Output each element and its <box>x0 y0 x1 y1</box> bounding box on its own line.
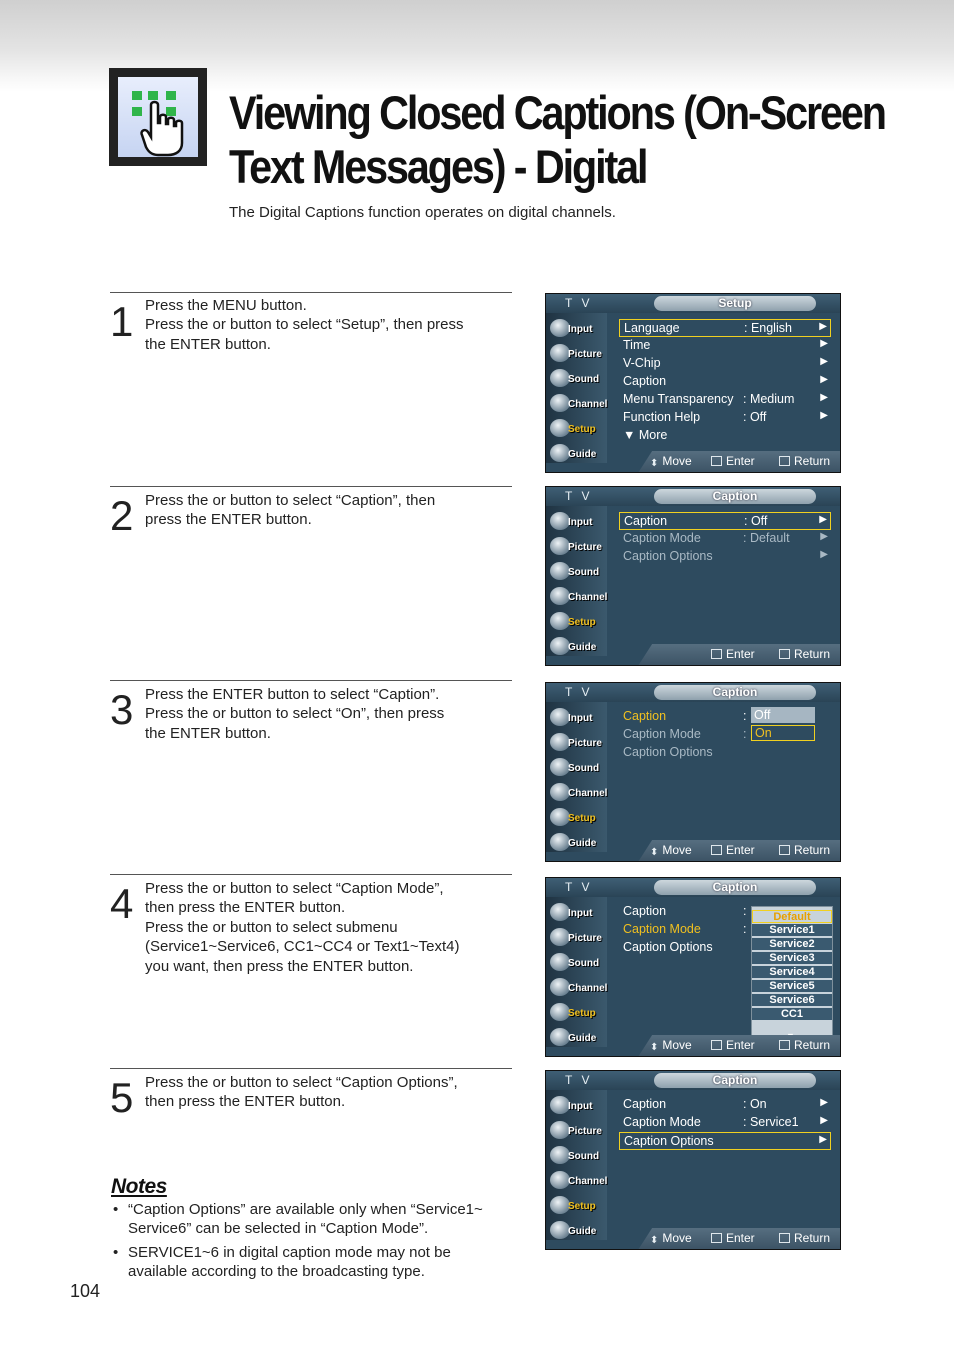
bullet: • <box>113 1201 119 1218</box>
step-line: you want, then press the ENTER button. <box>145 957 414 975</box>
sidebar-item-sound[interactable] <box>548 756 606 779</box>
guide-icon <box>550 1221 570 1239</box>
setup-icon <box>550 1003 570 1021</box>
enter-icon <box>711 456 722 466</box>
sidebar-item-label: Input <box>568 1101 593 1112</box>
menu-title: Caption <box>654 1073 816 1088</box>
footer-return <box>779 843 830 857</box>
channel-icon <box>550 1171 570 1189</box>
menu-item[interactable] <box>619 530 831 548</box>
guide-icon <box>550 637 570 655</box>
page-title-line-2: Text Messages) - Digital <box>229 140 647 193</box>
step-line: the ENTER button. <box>145 335 271 353</box>
footer-enter-label: Enter <box>726 1038 755 1052</box>
sidebar-item-guide[interactable] <box>548 1026 606 1049</box>
step-line: Press the or button to select “On”, then press <box>145 705 445 723</box>
menu-item[interactable] <box>619 337 831 355</box>
sidebar-item-setup[interactable] <box>548 1001 606 1024</box>
return-icon <box>779 456 790 466</box>
footer-return <box>779 1038 830 1052</box>
footer-enter <box>711 1038 755 1052</box>
step-text <box>145 296 515 354</box>
sound-icon <box>550 953 570 971</box>
sidebar-item-label: Guide <box>568 449 597 460</box>
note-line: available according to the broadcasting type. <box>128 1263 425 1281</box>
setup-icon <box>550 419 570 437</box>
step-divider <box>110 680 512 681</box>
footer-return-label: Return <box>794 1231 831 1245</box>
sidebar-item-label: Guide <box>568 1033 597 1044</box>
page-number: 104 <box>70 1281 101 1301</box>
menu-item-label: Caption Mode <box>623 727 701 741</box>
dropdown-option[interactable]: Service4 <box>752 966 832 979</box>
return-icon <box>779 845 790 855</box>
channel-icon <box>550 978 570 996</box>
menu-item[interactable] <box>619 427 831 445</box>
sidebar-item-label: Input <box>568 517 593 528</box>
tv-sidebar <box>546 1090 607 1240</box>
menu-item-label: Caption Mode <box>623 1115 701 1129</box>
sidebar-item-picture[interactable] <box>548 342 606 365</box>
sidebar-item-label: Picture <box>568 933 602 944</box>
footer-enter <box>711 843 755 857</box>
footer-move-label: Move <box>662 454 692 468</box>
step-text <box>145 685 515 743</box>
return-icon <box>779 1040 790 1050</box>
caption-mode-dropdown[interactable] <box>751 906 833 1042</box>
sidebar-item-setup[interactable] <box>548 806 606 829</box>
picture-icon <box>550 928 570 946</box>
sidebar-item-label: Channel <box>568 1176 608 1187</box>
sidebar-item-label: Setup <box>568 1008 596 1019</box>
sound-icon <box>550 1146 570 1164</box>
page-title-line-1: Viewing Closed Captions (On-Screen <box>229 86 885 139</box>
sidebar-item-label: Picture <box>568 738 602 749</box>
sidebar-item-label: Setup <box>568 1201 596 1212</box>
footer-move <box>650 843 692 858</box>
menu-item[interactable] <box>619 1096 831 1114</box>
sidebar-item-channel[interactable] <box>548 781 606 804</box>
guide-icon <box>550 444 570 462</box>
menu-item[interactable] <box>619 391 831 409</box>
sidebar-item-guide[interactable] <box>548 635 606 658</box>
tv-sidebar <box>546 897 607 1047</box>
dropdown-option[interactable]: Service2 <box>752 938 832 951</box>
menu-title: Caption <box>654 489 816 504</box>
input-icon <box>550 512 570 530</box>
sidebar-item-setup[interactable] <box>548 610 606 633</box>
menu-item[interactable] <box>619 548 831 566</box>
menu-item-label: V-Chip <box>623 356 661 370</box>
footer-enter <box>711 647 755 661</box>
sound-icon <box>550 562 570 580</box>
tv-screen <box>545 682 841 862</box>
menu-item[interactable] <box>619 512 831 530</box>
footer-return-label: Return <box>794 647 831 661</box>
sidebar-item-guide[interactable] <box>548 1219 606 1242</box>
step-text <box>145 879 515 976</box>
dropdown-option[interactable]: Service5 <box>752 980 832 993</box>
menu-item[interactable] <box>619 409 831 427</box>
footer-return <box>779 454 830 468</box>
page-subtitle: The Digital Captions function operates on digital channels. <box>229 204 616 221</box>
tv-header <box>546 487 840 506</box>
sidebar-item-sound[interactable] <box>548 951 606 974</box>
tv-header <box>546 683 840 702</box>
menu-item[interactable] <box>619 319 831 337</box>
menu-item-label: Caption <box>623 904 667 918</box>
dropdown-option[interactable]: Service3 <box>752 952 832 965</box>
arrow-right-icon: ▶ <box>820 531 828 542</box>
note-line: Service6” can be selected in “Caption Mode”. <box>128 1220 429 1238</box>
sidebar-item-label: Guide <box>568 838 597 849</box>
menu-item-label: Caption Options <box>623 549 713 563</box>
step-line: the ENTER button. <box>145 724 271 742</box>
return-icon <box>779 649 790 659</box>
sidebar-item-sound[interactable] <box>548 367 606 390</box>
menu-item-label: Caption <box>624 514 668 528</box>
menu-item[interactable] <box>619 1114 831 1132</box>
menu-item[interactable] <box>619 744 831 762</box>
step-divider <box>110 292 512 293</box>
footer-return-label: Return <box>794 454 831 468</box>
guide-icon <box>550 1028 570 1046</box>
arrow-right-icon: ▶ <box>820 549 828 560</box>
sidebar-item-picture[interactable] <box>548 731 606 754</box>
sound-icon <box>550 369 570 387</box>
footer-enter-label: Enter <box>726 843 755 857</box>
dropdown-option[interactable]: CC1 <box>752 1008 832 1021</box>
step-line: Press the or button to select “Caption Mode”, <box>145 880 444 897</box>
footer-return-label: Return <box>794 843 831 857</box>
arrow-right-icon: ▶ <box>819 321 827 332</box>
setup-icon <box>550 808 570 826</box>
arrow-right-icon: ▶ <box>820 356 828 367</box>
note-item <box>111 1200 521 1239</box>
step-line: Press the MENU button. <box>145 297 307 314</box>
step-number: 5 <box>110 1074 134 1121</box>
step-line: then press the ENTER button. <box>145 899 346 917</box>
tv-label: T V <box>565 685 593 699</box>
menu-item-label: Caption Options <box>623 745 713 759</box>
footer-move-label: Move <box>662 1231 692 1245</box>
arrow-right-icon: ▶ <box>819 514 827 525</box>
menu-item-label: Caption <box>623 1097 667 1111</box>
menu-title: Caption <box>654 685 816 700</box>
step-text <box>145 491 515 530</box>
step-divider <box>110 486 512 487</box>
step-line: Press the or button to select “Caption Options”, <box>145 1074 458 1091</box>
picture-icon <box>550 1121 570 1139</box>
sidebar-item-label: Setup <box>568 617 596 628</box>
notes-list <box>111 1200 521 1286</box>
tv-label: T V <box>565 296 593 310</box>
arrow-right-icon: ▶ <box>820 392 828 403</box>
input-icon <box>550 903 570 921</box>
dropdown-option[interactable]: Default <box>752 910 832 923</box>
menu-item-value: : Service1 <box>743 1115 799 1129</box>
tv-label: T V <box>565 1073 593 1087</box>
sidebar-item-label: Channel <box>568 592 608 603</box>
up-down-icon: ⬍ <box>650 1235 659 1246</box>
sidebar-item-label: Input <box>568 713 593 724</box>
menu-item-label: Function Help <box>623 410 701 424</box>
tv-header <box>546 294 840 313</box>
channel-icon <box>550 783 570 801</box>
step-line: Press the or button to select “Setup”, then press <box>145 316 464 334</box>
menu-item-label: Menu Transparency <box>623 392 734 406</box>
tv-label: T V <box>565 880 593 894</box>
sidebar-item-label: Picture <box>568 349 602 360</box>
footer-move <box>650 1038 692 1053</box>
menu-item-value: : Off <box>744 514 768 528</box>
sidebar-item-channel[interactable] <box>548 392 606 415</box>
footer-enter <box>711 1231 755 1245</box>
sound-icon <box>550 758 570 776</box>
footer-enter-label: Enter <box>726 647 755 661</box>
sidebar-item-sound[interactable] <box>548 560 606 583</box>
footer-return <box>779 1231 830 1245</box>
menu-item-value: : <box>743 709 747 723</box>
setup-icon <box>550 1196 570 1214</box>
sidebar-item-input[interactable] <box>548 317 606 340</box>
menu-item-label: Language <box>624 321 680 335</box>
picture-icon <box>550 733 570 751</box>
tv-sidebar <box>546 313 607 463</box>
input-icon <box>550 1096 570 1114</box>
option-on[interactable]: On <box>751 725 815 741</box>
page-title <box>229 86 885 194</box>
sidebar-item-label: Picture <box>568 542 602 553</box>
sidebar-item-guide[interactable] <box>548 442 606 465</box>
enter-icon <box>711 845 722 855</box>
sidebar-item-picture[interactable] <box>548 1119 606 1142</box>
step-divider <box>110 1068 512 1069</box>
step-text <box>145 1073 515 1112</box>
menu-item-label: Time <box>623 338 651 352</box>
return-icon <box>779 1233 790 1243</box>
arrow-right-icon: ▶ <box>819 1134 827 1145</box>
sidebar-item-label: Channel <box>568 983 608 994</box>
tv-screen <box>545 1070 841 1250</box>
sidebar-item-label: Guide <box>568 642 597 653</box>
arrow-right-icon: ▶ <box>820 374 828 385</box>
sidebar-item-label: Setup <box>568 424 596 435</box>
menu-item-label: Caption Options <box>624 1134 714 1148</box>
tv-screen <box>545 877 841 1057</box>
footer-move-label: Move <box>662 843 692 857</box>
note-line: SERVICE1~6 in digital caption mode may not be <box>128 1243 451 1261</box>
input-icon <box>550 319 570 337</box>
enter-icon <box>711 1233 722 1243</box>
step-number: 3 <box>110 686 134 733</box>
enter-icon <box>711 649 722 659</box>
tv-header <box>546 1071 840 1090</box>
footer-move <box>650 454 692 469</box>
sidebar-item-label: Guide <box>568 1226 597 1237</box>
menu-item-label: Caption <box>623 374 667 388</box>
sidebar-item-label: Picture <box>568 1126 602 1137</box>
tv-header <box>546 878 840 897</box>
sidebar-item-input[interactable] <box>548 510 606 533</box>
menu-item-value: : On <box>743 1097 767 1111</box>
footer-move <box>650 1231 692 1246</box>
step-number: 4 <box>110 880 134 927</box>
sidebar-item-label: Channel <box>568 788 608 799</box>
setup-icon <box>550 612 570 630</box>
sidebar-item-label: Input <box>568 908 593 919</box>
hand-pointer-icon <box>109 68 207 166</box>
menu-item-value: : Medium <box>743 392 795 406</box>
menu-item-label: Caption <box>623 709 667 723</box>
dropdown-option[interactable]: Service6 <box>752 994 832 1007</box>
tv-label: T V <box>565 489 593 503</box>
sidebar-item-input[interactable] <box>548 901 606 924</box>
sidebar-item-picture[interactable] <box>548 926 606 949</box>
menu-item[interactable] <box>619 373 831 391</box>
sidebar-item-label: Sound <box>568 567 600 578</box>
channel-icon <box>550 394 570 412</box>
menu-item-value: : Default <box>743 531 790 545</box>
channel-icon <box>550 587 570 605</box>
bullet: • <box>113 1243 119 1261</box>
sidebar-item-input[interactable] <box>548 706 606 729</box>
sidebar-item-setup[interactable] <box>548 1194 606 1217</box>
sidebar-item-label: Sound <box>568 374 600 385</box>
dropdown-option[interactable]: Service1 <box>752 924 832 937</box>
up-down-icon: ⬍ <box>650 847 659 858</box>
menu-item-label: Caption Options <box>623 940 713 954</box>
sidebar-item-label: Channel <box>568 399 608 410</box>
sidebar-item-label: Setup <box>568 813 596 824</box>
up-down-icon: ⬍ <box>650 458 659 469</box>
arrow-right-icon: ▶ <box>820 338 828 349</box>
menu-item-value: : <box>743 727 747 741</box>
step-number: 2 <box>110 492 134 539</box>
sidebar-item-picture[interactable] <box>548 535 606 558</box>
menu-item-value: : <box>743 922 747 936</box>
sidebar-item-sound[interactable] <box>548 1144 606 1167</box>
menu-item-label: ▼ More <box>623 428 668 442</box>
menu-item[interactable] <box>619 1132 831 1150</box>
sidebar-item-label: Sound <box>568 958 600 969</box>
tv-sidebar <box>546 702 607 852</box>
step-divider <box>110 874 512 875</box>
note-item <box>111 1243 521 1282</box>
tv-screen <box>545 486 841 666</box>
menu-item[interactable] <box>619 355 831 373</box>
sidebar-item-label: Sound <box>568 763 600 774</box>
sidebar-item-input[interactable] <box>548 1094 606 1117</box>
sidebar-item-channel[interactable] <box>548 976 606 999</box>
guide-icon <box>550 833 570 851</box>
arrow-right-icon: ▶ <box>820 410 828 421</box>
enter-icon <box>711 1040 722 1050</box>
step-line: Press the or button to select “Caption”, then <box>145 492 436 509</box>
note-line: “Caption Options” are available only when “Service1~ <box>128 1201 483 1218</box>
tv-screen <box>545 293 841 473</box>
sidebar-item-setup[interactable] <box>548 417 606 440</box>
step-line: press the ENTER button. <box>145 511 312 529</box>
sidebar-item-label: Input <box>568 324 593 335</box>
step-line: Press the ENTER button to select “Caption”. <box>145 686 440 703</box>
footer-return <box>779 647 830 661</box>
menu-title: Caption <box>654 880 816 895</box>
notes-title: Notes <box>111 1175 167 1198</box>
picture-icon <box>550 537 570 555</box>
step-line: then press the ENTER button. <box>145 1093 346 1111</box>
footer-return-label: Return <box>794 1038 831 1052</box>
option-off[interactable]: Off <box>751 707 815 723</box>
sidebar-item-channel[interactable] <box>548 1169 606 1192</box>
arrow-right-icon: ▶ <box>820 1115 828 1126</box>
sidebar-item-label: Sound <box>568 1151 600 1162</box>
arrow-right-icon: ▶ <box>820 1097 828 1108</box>
menu-item-value: : English <box>744 321 792 335</box>
menu-item-label: Caption Mode <box>623 531 701 545</box>
input-icon <box>550 708 570 726</box>
sidebar-item-channel[interactable] <box>548 585 606 608</box>
step-number: 1 <box>110 298 134 345</box>
step-line: (Service1~Service6, CC1~CC4 or Text1~Text4) <box>145 938 460 956</box>
step-line: Press the or button to select submenu <box>145 918 398 936</box>
footer-move-label: Move <box>662 1038 692 1052</box>
picture-icon <box>550 344 570 362</box>
footer-enter-label: Enter <box>726 1231 755 1245</box>
menu-item-value: : Off <box>743 410 767 424</box>
menu-item-value: : <box>743 904 747 918</box>
menu-title: Setup <box>654 296 816 311</box>
footer-enter-label: Enter <box>726 454 755 468</box>
footer-enter <box>711 454 755 468</box>
menu-item-label: Caption Mode <box>623 922 701 936</box>
up-down-icon: ⬍ <box>650 1042 659 1053</box>
tv-sidebar <box>546 506 607 656</box>
sidebar-item-guide[interactable] <box>548 831 606 854</box>
